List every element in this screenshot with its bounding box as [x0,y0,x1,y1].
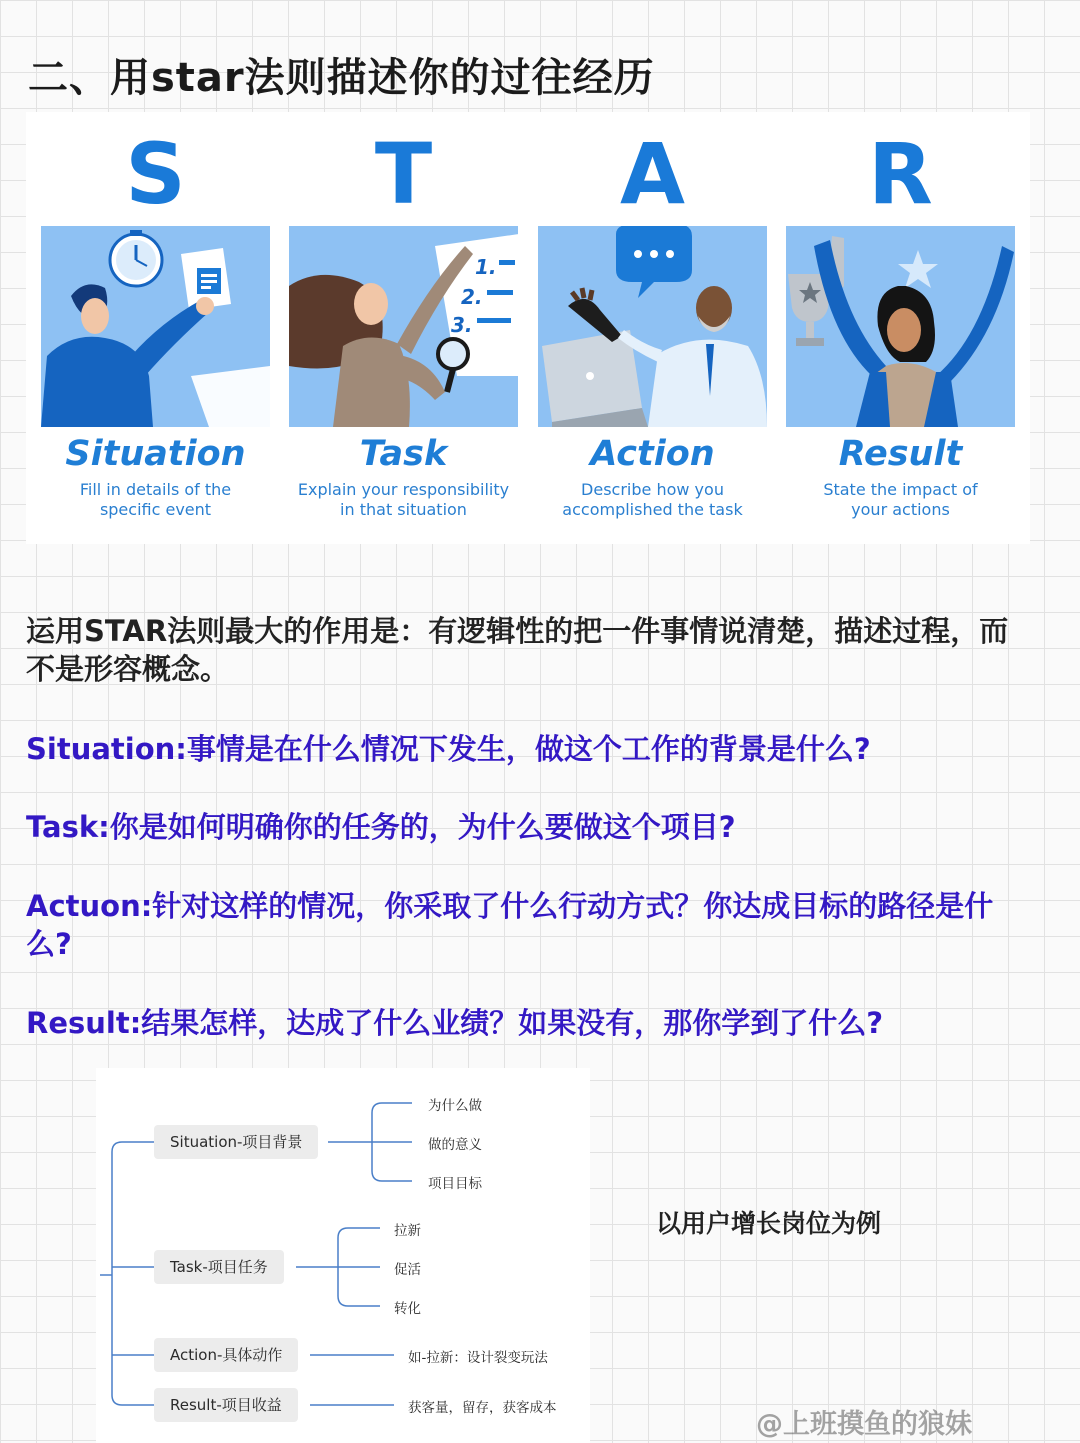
result-illustration [786,226,1015,427]
situation-illustration [41,226,270,427]
star-desc-situation [19,480,292,520]
mindmap-leaf-meaning: 做的意义 [428,1137,482,1153]
task-list-number-3: 3. [451,313,473,337]
task-illustration [289,226,518,427]
mindmap-leaf-acquire: 拉新 [394,1223,421,1239]
question-task: Task:你是如何明确你的任务的，为什么要做这个项目? [26,810,736,844]
mindmap-node-action: Action-具体动作 [154,1338,298,1372]
star-desc-result [764,480,1037,520]
page-title: 二、用star法则描述你的过往经历 [28,55,655,101]
star-desc-action [516,480,789,520]
star-letter-a: A [619,125,685,223]
star-name-action: Action [590,434,715,474]
star-desc-situation-line2: specific event [99,500,212,519]
star-name-situation: Situation [65,434,246,474]
star-desc-result-line1: State the impact of [823,480,978,499]
star-letter-t: T [374,125,433,223]
mindmap-node-result: Result-项目收益 [154,1388,298,1422]
intro-paragraph: 运用STAR法则最大的作用是：有逻辑性的把一件事情说清楚，描述过程，而不是形容概念。 [26,614,1009,686]
star-letter-s: S [125,125,186,223]
mindmap-leaf-result-metrics: 获客量，留存，获客成本 [408,1400,557,1416]
star-desc-action-line2: accomplished the task [562,500,743,519]
star-mindmap [96,1068,590,1443]
author-watermark: @上班摸鱼的狼妹 [756,1409,972,1440]
star-desc-task [267,480,540,520]
mindmap-leaf-goal: 项目目标 [428,1176,482,1192]
star-column-result [786,112,1015,544]
star-name-result: Result [838,434,963,474]
question-action: Actuon:针对这样的情况，你采取了什么行动方式？你达成目标的路径是什么? [26,889,994,961]
mindmap-leaf-convert: 转化 [394,1301,421,1317]
mindmap-leaf-activate: 促活 [394,1262,421,1278]
mindmap-leaf-why: 为什么做 [428,1098,482,1114]
action-illustration [538,226,767,427]
star-method-graphic [26,112,1030,544]
example-note: 以用户增长岗位为例 [656,1209,882,1238]
star-desc-situation-line1: Fill in details of the [79,480,232,499]
mindmap-leaf-action-example: 如-拉新：设计裂变玩法 [408,1350,548,1366]
star-desc-task-line1: Explain your responsibility [297,480,510,499]
star-column-situation [41,112,270,544]
mindmap-node-task: Task-项目任务 [154,1250,284,1284]
task-list-number-2: 2. [461,285,483,309]
star-column-action [538,112,767,544]
star-desc-action-line1: Describe how you [581,480,724,499]
star-desc-task-line2: in that situation [340,500,467,519]
star-name-task: Task [359,434,448,474]
question-result: Result:结果怎样，达成了什么业绩？如果没有，那你学到了什么? [26,1006,884,1040]
star-desc-result-line2: your actions [851,500,950,519]
task-list-number-1: 1. [475,255,497,279]
mindmap-node-situation: Situation-项目背景 [154,1125,318,1159]
star-column-task [289,112,518,544]
question-situation: Situation:事情是在什么情况下发生，做这个工作的背景是什么? [26,732,871,766]
star-letter-r: R [868,125,933,223]
